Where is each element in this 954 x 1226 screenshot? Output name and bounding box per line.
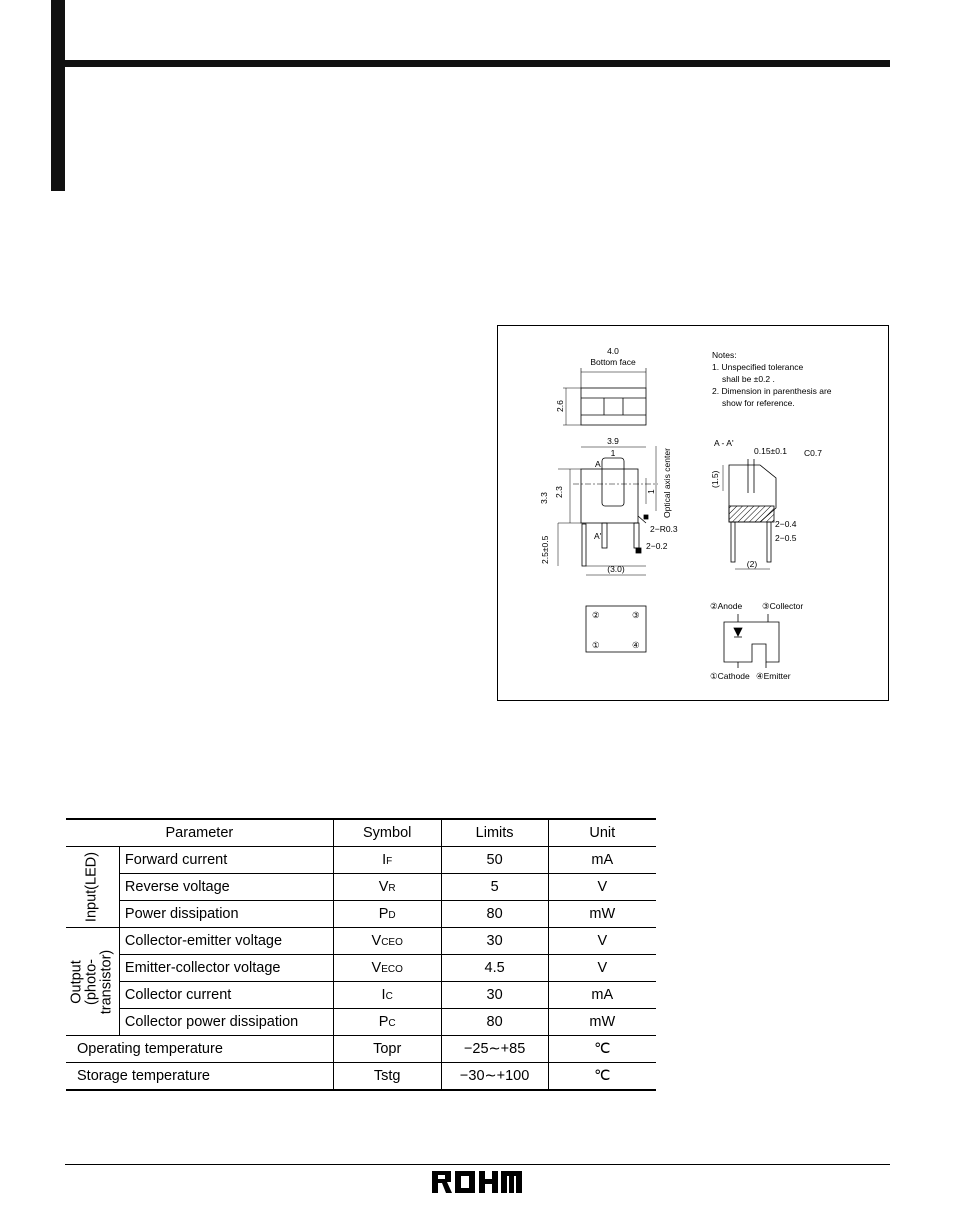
limit-cell: 5 [441, 874, 548, 901]
param-cell: Power dissipation [119, 901, 333, 928]
table-row [66, 928, 656, 955]
anode-label: ②Anode [710, 601, 743, 611]
notes [712, 350, 832, 408]
unit-cell: ℃ [548, 1063, 656, 1091]
symbol-cell: VECO [333, 955, 441, 982]
note-2b: show for reference. [722, 398, 795, 408]
dim-0-4: 2−0.4 [775, 519, 797, 529]
unit-cell: mA [548, 847, 656, 874]
table-row [66, 901, 656, 928]
dim-2-5: 2.5±0.5 [540, 535, 550, 564]
group-input [66, 847, 119, 928]
pin-2: ② [592, 610, 600, 620]
dim-1: 1 [610, 448, 616, 458]
symbol-cell: VCEO [333, 928, 441, 955]
table-row [66, 1009, 656, 1036]
dimensions-figure [497, 325, 889, 701]
section-label: A - A' [714, 438, 734, 448]
dim-2-3: 2.3 [554, 486, 564, 498]
dim-2-6: 2.6 [555, 400, 565, 412]
pin-3: ③ [632, 610, 640, 620]
param-cell: Storage temperature [66, 1063, 333, 1091]
rohm-logo [432, 1171, 522, 1198]
dim-c0-7: C0.7 [804, 448, 822, 458]
dim-3-9: 3.9 [607, 436, 619, 446]
table-row [66, 955, 656, 982]
group-output [66, 928, 119, 1036]
symbol-cell: VR [333, 874, 441, 901]
header-rule [51, 60, 890, 67]
notes-title: Notes: [712, 350, 737, 360]
header-left-bar [51, 0, 65, 191]
unit-cell: V [548, 955, 656, 982]
note-1b: shall be ±0.2 . [722, 374, 775, 384]
param-cell: Forward current [119, 847, 333, 874]
dim-3-0: (3.0) [607, 564, 625, 574]
front-view [539, 436, 678, 575]
group-input-label: Input(LED) [83, 851, 100, 923]
limit-cell: 30 [441, 982, 548, 1009]
limit-cell: 80 [441, 901, 548, 928]
bottom-face-label: Bottom face [590, 357, 636, 367]
dim-1-5: (1.5) [710, 470, 720, 488]
table-row [66, 874, 656, 901]
table-row [66, 982, 656, 1009]
label-a: A [595, 459, 601, 469]
dimensions-drawing [498, 326, 890, 702]
collector-label: ③Collector [762, 601, 804, 611]
param-cell: Reverse voltage [119, 874, 333, 901]
table-row [66, 1036, 656, 1063]
rohm-logo-mark [432, 1171, 522, 1193]
unit-cell: V [548, 928, 656, 955]
limit-cell: 4.5 [441, 955, 548, 982]
symbol-cell: PD [333, 901, 441, 928]
group-output-label: Output (photo- transistor) [68, 949, 115, 1014]
limit-cell: 30 [441, 928, 548, 955]
param-cell: Collector-emitter voltage [119, 928, 333, 955]
pin-layout [586, 606, 646, 652]
dim-2: (2) [746, 559, 758, 569]
note-2a: 2. Dimension in parenthesis are [712, 386, 832, 396]
table-row [66, 1063, 656, 1091]
dim-3-3: 3.3 [539, 492, 549, 504]
bottom-face-view [555, 346, 646, 425]
limit-cell: −25∼+85 [441, 1036, 548, 1063]
circuit-diagram [710, 601, 803, 681]
header-symbol: Symbol [333, 819, 441, 847]
unit-cell: mW [548, 901, 656, 928]
unit-cell: ℃ [548, 1036, 656, 1063]
footer-rule [65, 1164, 890, 1165]
symbol-cell: IC [333, 982, 441, 1009]
cathode-label: ①Cathode [710, 671, 750, 681]
symbol-cell: IF [333, 847, 441, 874]
ratings-table [66, 818, 656, 1091]
param-cell: Collector power dissipation [119, 1009, 333, 1036]
header-parameter: Parameter [66, 819, 333, 847]
limit-cell: −30∼+100 [441, 1063, 548, 1091]
param-cell: Operating temperature [66, 1036, 333, 1063]
symbol-cell: PC [333, 1009, 441, 1036]
symbol-cell: Tstg [333, 1063, 441, 1091]
param-cell: Emitter-collector voltage [119, 955, 333, 982]
note-1a: 1. Unspecified tolerance [712, 362, 804, 372]
unit-cell: V [548, 874, 656, 901]
param-cell: Collector current [119, 982, 333, 1009]
pin-1: ① [592, 640, 600, 650]
dim-r0-3: 2−R0.3 [650, 524, 678, 534]
emitter-label: ④Emitter [756, 671, 791, 681]
table-header-row [66, 819, 656, 847]
dim-0-15: 0.15±0.1 [754, 446, 788, 456]
header-limits: Limits [441, 819, 548, 847]
label-a-prime: A' [594, 531, 602, 541]
symbol-cell: Topr [333, 1036, 441, 1063]
dim-1-vertical: 1 [646, 489, 656, 494]
optical-axis-label: Optical axis center [662, 448, 672, 518]
limit-cell: 50 [441, 847, 548, 874]
dim-4-0: 4.0 [607, 346, 619, 356]
section-view [710, 438, 822, 569]
pin-4: ④ [632, 640, 640, 650]
dim-0-5: 2−0.5 [775, 533, 797, 543]
limit-cell: 80 [441, 1009, 548, 1036]
unit-cell: mA [548, 982, 656, 1009]
unit-cell: mW [548, 1009, 656, 1036]
header-unit: Unit [548, 819, 656, 847]
table-row [66, 847, 656, 874]
dim-0-2: 2−0.2 [646, 541, 668, 551]
